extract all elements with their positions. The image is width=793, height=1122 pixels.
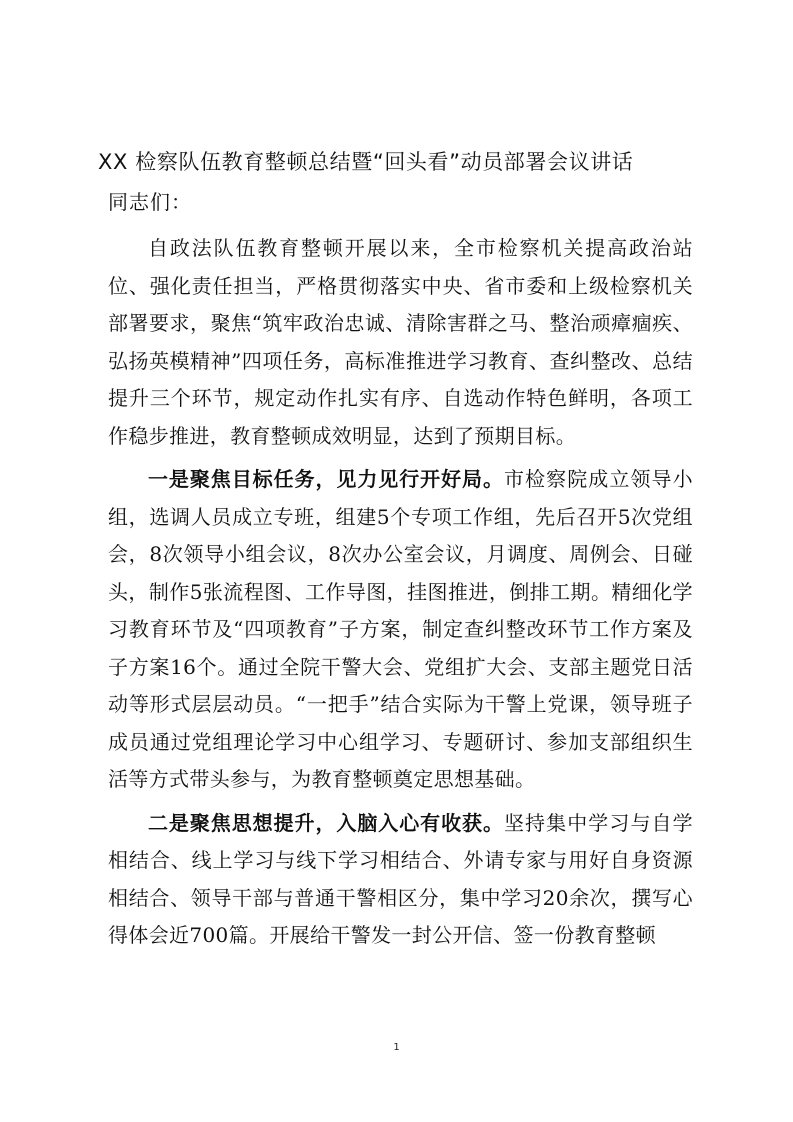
salutation: 同志们： bbox=[108, 190, 192, 214]
paragraph-point-one bbox=[108, 461, 693, 799]
document-body bbox=[108, 230, 693, 961]
document-title: XX 检察队伍教育整顿总结暨“回头看”动员部署会议讲话 bbox=[98, 150, 634, 174]
paragraph-text: 坚持集中学习与自学相结合、线上学习与线下学习相结合、外请专家与用好自身资源相结合、领导干部与普通干警相区分，集中学习20余次，撰写心得体会近700篇。开展给干警发一封公开信、签一份教育整顿 bbox=[108, 810, 693, 947]
paragraph-point-two bbox=[108, 805, 693, 955]
paragraph-intro bbox=[108, 230, 693, 455]
page-number: 1 bbox=[393, 1042, 400, 1053]
paragraph-text: 自政法队伍教育整顿开展以来，全市检察机关提高政治站位、强化责任担当，严格贯彻落实中央、省市委和上级检察机关部署要求，聚焦“筑牢政治忠诚、清除害群之马、整治顽瘴痼疾、弘扬英模精神”四项任务，高标准推进学习教育、查纠整改、总结提升三个环节，规定动作扎实有序、自选动作特色鲜明，各项工作稳步推进，教育整顿成效明显，达到了预期目标。 bbox=[108, 236, 693, 448]
paragraph-heading: 一是聚焦目标任务，见力见行开好局。 bbox=[148, 467, 504, 491]
paragraph-heading: 二是聚焦思想提升，入脑入心有收获。 bbox=[148, 810, 504, 835]
paragraph-text: 市检察院成立领导小组，选调人员成立专班，组建5个专项工作组，先后召开5次党组会，8次领导小组会议，8次办公室会议，月调度、周例会、日碰头，制作5张流程图、工作导图，挂图推进，倒排工期。精细化学习教育环节及“四项教育”子方案，制定查纠整改环节工作方案及子方案16个。通过全院干警大会、党组扩大会、支部主题党日活动等形式层层动员。“一把手”结合实际为干警上党课，领导班子成员通过党组理论学习中心组学习、专题研讨、参加支部组织生活等方式带头参与，为教育整顿奠定思想基础。 bbox=[108, 467, 693, 791]
